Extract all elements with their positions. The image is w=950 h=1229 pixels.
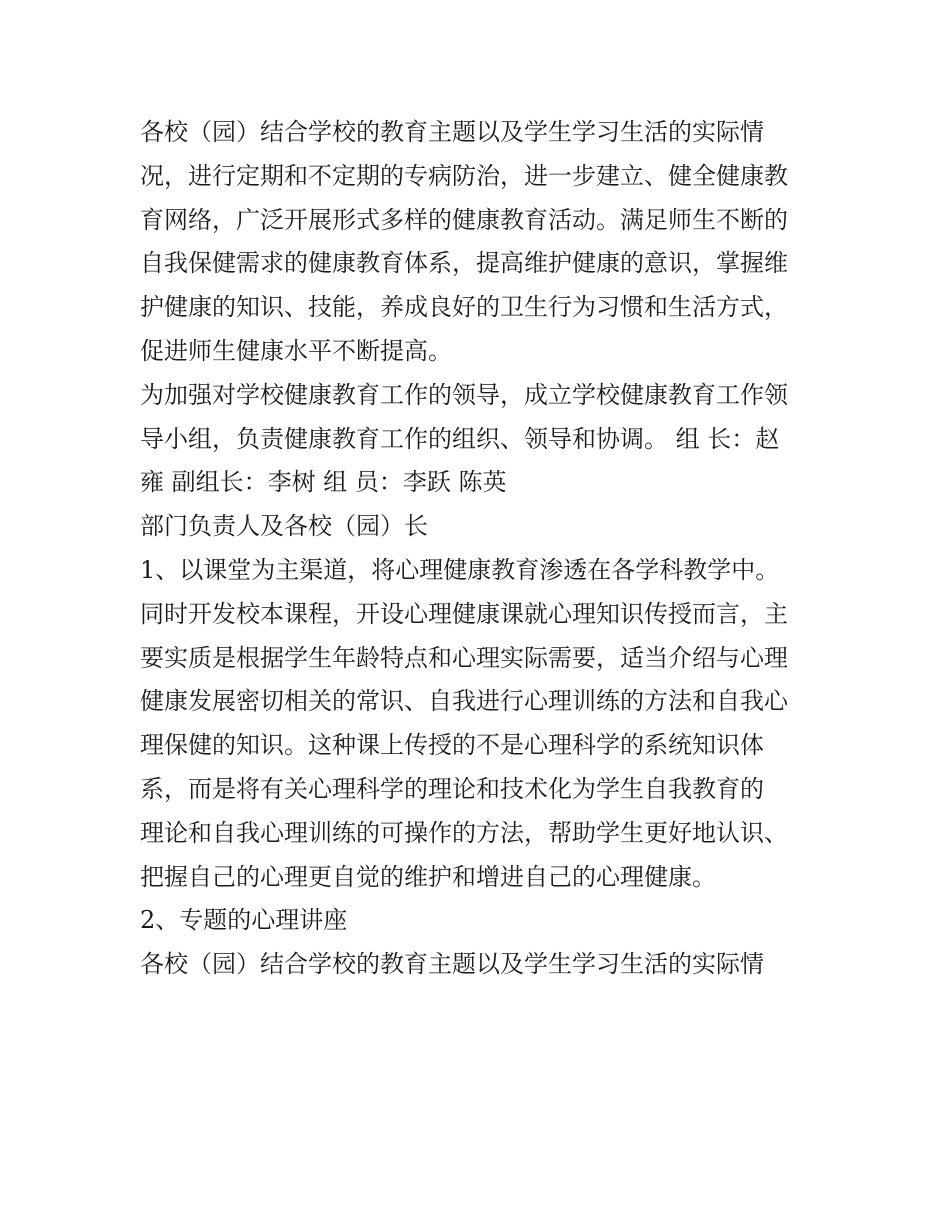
text-line: 各校（园）结合学校的教育主题以及学生学习生活的实际情 bbox=[140, 950, 764, 979]
text-line: 2、专题的心理讲座 bbox=[140, 906, 348, 935]
text-line: 各校（园）结合学校的教育主题以及学生学习生活的实际情 bbox=[140, 118, 764, 146]
text-line: 系，而是将有关心理科学的理论和技术化为学生自我教育的 bbox=[140, 774, 764, 803]
text-line: 促进师生健康水平不断提高。 bbox=[140, 336, 452, 365]
text-line: 把握自己的心理更自觉的维护和增进自己的心理健康。 bbox=[140, 862, 716, 891]
text-line: 护健康的知识、技能，养成良好的卫生行为习惯和生活方式， bbox=[140, 293, 788, 322]
text-line: 为加强对学校健康教育工作的领导，成立学校健康教育工作领 bbox=[140, 380, 788, 409]
text-line: 同时开发校本课程，开设心理健康课就心理知识传授而言，主 bbox=[140, 599, 788, 628]
text-line: 导小组，负责健康教育工作的组织、领导和协调。 组 长：赵 bbox=[140, 424, 780, 453]
text-line: 况，进行定期和不定期的专病防治，进一步建立、健全健康教 bbox=[140, 161, 788, 190]
document-body bbox=[140, 111, 820, 987]
text-line: 要实质是根据学生年龄特点和心理实际需要，适当介绍与心理 bbox=[140, 643, 788, 672]
text-line: 1、以课堂为主渠道，将心理健康教育渗透在各学科教学中。 bbox=[140, 555, 780, 584]
text-line: 部门负责人及各校（园）长 bbox=[140, 512, 428, 541]
text-line: 健康发展密切相关的常识、自我进行心理训练的方法和自我心 bbox=[140, 687, 788, 716]
text-line: 雍 副组长：李树 组 员：李跃 陈英 bbox=[140, 468, 507, 497]
text-line: 理论和自我心理训练的可操作的方法，帮助学生更好地认识、 bbox=[140, 818, 788, 847]
text-line: 育网络，广泛开展形式多样的健康教育活动。满足师生不断的 bbox=[140, 205, 788, 234]
text-line: 理保健的知识。这种课上传授的不是心理科学的系统知识体 bbox=[140, 731, 764, 760]
text-line: 自我保健需求的健康教育体系，提高维护健康的意识，掌握维 bbox=[140, 249, 788, 278]
